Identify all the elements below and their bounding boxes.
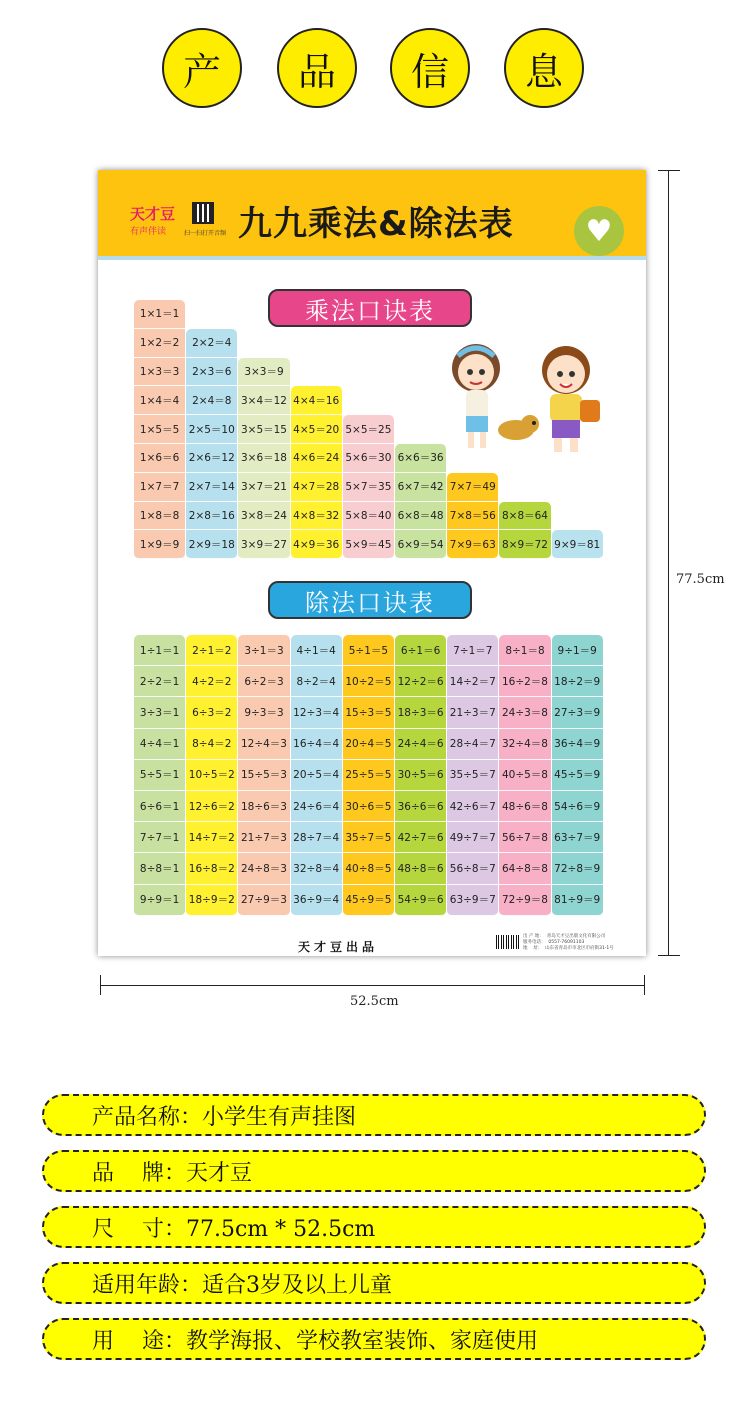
div-cell: 9÷3＝3 xyxy=(238,697,289,728)
div-cell: 72÷9＝8 xyxy=(499,885,550,916)
div-cell: 56÷7＝8 xyxy=(499,822,550,853)
barcode-icon xyxy=(496,935,520,949)
div-cell: 16÷4＝4 xyxy=(291,729,342,760)
multiplication-section-title: 乘法口诀表 xyxy=(268,289,472,327)
height-dimension-cap-bottom xyxy=(658,955,680,956)
info-usage: 用 途：教学海报、学校教室装饰、家庭使用 xyxy=(42,1318,706,1360)
div-cell: 8÷1＝8 xyxy=(499,635,550,666)
div-cell: 48÷8＝6 xyxy=(395,853,446,884)
header-char-2: 品 xyxy=(277,28,357,108)
div-cell: 27÷9＝3 xyxy=(238,885,289,916)
height-dimension-line xyxy=(668,170,669,956)
div-cell: 54÷9＝6 xyxy=(395,885,446,916)
div-cell: 18÷9＝2 xyxy=(186,885,237,916)
mult-cell: 4×8＝32 xyxy=(291,502,342,531)
div-cell: 45÷5＝9 xyxy=(552,760,603,791)
info-brand: 品 牌：天才豆 xyxy=(42,1150,706,1192)
div-cell: 63÷7＝9 xyxy=(552,822,603,853)
div-cell: 6÷6＝1 xyxy=(134,791,185,822)
div-cell: 49÷7＝7 xyxy=(447,822,498,853)
div-cell: 32÷8＝4 xyxy=(291,853,342,884)
kids-illustration xyxy=(436,330,604,460)
div-cell: 24÷3＝8 xyxy=(499,697,550,728)
mult-cell: 1×3＝3 xyxy=(134,358,185,387)
mult-cell: 5×8＝40 xyxy=(343,502,394,531)
mult-cell: 2×3＝6 xyxy=(186,358,237,387)
banner-stripe xyxy=(98,256,646,260)
div-cell: 63÷9＝7 xyxy=(447,885,498,916)
footer-brand: 天才豆出品 xyxy=(298,940,379,954)
width-dimension-label: 52.5cm xyxy=(350,994,399,1009)
mult-cell: 7×7＝49 xyxy=(447,473,498,502)
div-cell: 36÷6＝6 xyxy=(395,791,446,822)
mult-cell: 1×9＝9 xyxy=(134,530,185,559)
div-cell: 10÷2＝5 xyxy=(343,666,394,697)
mult-cell: 2×4＝8 xyxy=(186,386,237,415)
mult-cell: 3×9＝27 xyxy=(238,530,289,559)
mult-cell: 4×7＝28 xyxy=(291,473,342,502)
div-cell: 8÷4＝2 xyxy=(186,729,237,760)
div-cell: 21÷7＝3 xyxy=(238,822,289,853)
mult-cell: 4×5＝20 xyxy=(291,415,342,444)
mult-cell: 4×4＝16 xyxy=(291,386,342,415)
div-cell: 24÷8＝3 xyxy=(238,853,289,884)
div-cell: 36÷4＝9 xyxy=(552,729,603,760)
div-cell: 6÷2＝3 xyxy=(238,666,289,697)
div-cell: 9÷9＝1 xyxy=(134,885,185,916)
div-cell: 24÷6＝4 xyxy=(291,791,342,822)
width-dimension-cap-left xyxy=(100,975,101,995)
mult-cell: 1×2＝2 xyxy=(134,329,185,358)
mult-cell: 4×6＝24 xyxy=(291,444,342,473)
mult-cell: 2×7＝14 xyxy=(186,473,237,502)
mult-cell: 6×8＝48 xyxy=(395,502,446,531)
div-cell: 9÷1＝9 xyxy=(552,635,603,666)
div-cell: 25÷5＝5 xyxy=(343,760,394,791)
mult-cell: 7×9＝63 xyxy=(447,530,498,559)
div-cell: 7÷7＝1 xyxy=(134,822,185,853)
div-cell: 28÷4＝7 xyxy=(447,729,498,760)
poster-title: 九九乘法&除法表 xyxy=(238,204,514,244)
mult-cell: 8×9＝72 xyxy=(499,530,550,559)
footer-publisher-info: 出 产 地： 青岛天才豆出版文化有限公司 服务电话： 0557-76091103 地 址： 山东省青岛市市北区市府街31-1号 xyxy=(523,934,614,951)
mult-cell: 9×9＝81 xyxy=(552,530,603,559)
div-cell: 56÷8＝7 xyxy=(447,853,498,884)
div-cell: 81÷9＝9 xyxy=(552,885,603,916)
div-cell: 45÷9＝5 xyxy=(343,885,394,916)
mult-cell: 1×7＝7 xyxy=(134,473,185,502)
div-cell: 14÷2＝7 xyxy=(447,666,498,697)
div-cell: 2÷1＝2 xyxy=(186,635,237,666)
mult-cell: 3×7＝21 xyxy=(238,473,289,502)
height-dimension-cap-top xyxy=(658,170,680,171)
div-cell: 8÷8＝1 xyxy=(134,853,185,884)
mult-cell: 5×6＝30 xyxy=(343,444,394,473)
div-cell: 16÷2＝8 xyxy=(499,666,550,697)
width-dimension-cap-right xyxy=(644,975,645,995)
mult-cell: 6×9＝54 xyxy=(395,530,446,559)
mult-cell: 6×7＝42 xyxy=(395,473,446,502)
mult-cell: 1×6＝6 xyxy=(134,444,185,473)
div-cell: 36÷9＝4 xyxy=(291,885,342,916)
div-cell: 18÷2＝9 xyxy=(552,666,603,697)
div-cell: 5÷1＝5 xyxy=(343,635,394,666)
mult-cell: 3×8＝24 xyxy=(238,502,289,531)
div-cell: 6÷1＝6 xyxy=(395,635,446,666)
div-cell: 18÷6＝3 xyxy=(238,791,289,822)
div-cell: 12÷2＝6 xyxy=(395,666,446,697)
div-cell: 4÷4＝1 xyxy=(134,729,185,760)
div-cell: 10÷5＝2 xyxy=(186,760,237,791)
info-size: 尺 寸：77.5cm * 52.5cm xyxy=(42,1206,706,1248)
div-cell: 40÷8＝5 xyxy=(343,853,394,884)
div-cell: 21÷3＝7 xyxy=(447,697,498,728)
div-cell: 40÷5＝8 xyxy=(499,760,550,791)
div-cell: 42÷6＝7 xyxy=(447,791,498,822)
mult-cell: 2×5＝10 xyxy=(186,415,237,444)
mult-cell: 2×9＝18 xyxy=(186,530,237,559)
div-cell: 54÷6＝9 xyxy=(552,791,603,822)
div-cell: 30÷6＝5 xyxy=(343,791,394,822)
mult-cell: 1×8＝8 xyxy=(134,502,185,531)
brand-subtitle: 有声伴读 xyxy=(130,227,167,237)
mult-cell: 3×4＝12 xyxy=(238,386,289,415)
mult-cell: 2×2＝4 xyxy=(186,329,237,358)
div-cell: 18÷3＝6 xyxy=(395,697,446,728)
mult-cell: 1×1＝1 xyxy=(134,300,185,329)
div-cell: 4÷2＝2 xyxy=(186,666,237,697)
div-cell: 64÷8＝8 xyxy=(499,853,550,884)
product-poster xyxy=(98,170,646,956)
brand-logo: 天才豆 xyxy=(130,205,176,223)
qr-caption: 扫一扫打开音频 xyxy=(184,230,227,237)
info-age: 适用年龄：适合3岁及以上儿童 xyxy=(42,1262,706,1304)
div-cell: 16÷8＝2 xyxy=(186,853,237,884)
div-cell: 30÷5＝6 xyxy=(395,760,446,791)
mult-cell: 8×8＝64 xyxy=(499,502,550,531)
div-cell: 6÷3＝2 xyxy=(186,697,237,728)
div-cell: 7÷1＝7 xyxy=(447,635,498,666)
header-char-3: 信 xyxy=(390,28,470,108)
div-cell: 12÷3＝4 xyxy=(291,697,342,728)
width-dimension-line xyxy=(100,985,645,986)
mult-cell: 5×7＝35 xyxy=(343,473,394,502)
div-cell: 42÷7＝6 xyxy=(395,822,446,853)
div-cell: 14÷7＝2 xyxy=(186,822,237,853)
div-cell: 5÷5＝1 xyxy=(134,760,185,791)
mult-cell: 3×6＝18 xyxy=(238,444,289,473)
div-cell: 27÷3＝9 xyxy=(552,697,603,728)
div-cell: 32÷4＝8 xyxy=(499,729,550,760)
mult-cell: 5×5＝25 xyxy=(343,415,394,444)
div-cell: 15÷5＝3 xyxy=(238,760,289,791)
qr-code-icon xyxy=(192,202,214,224)
mult-cell: 3×3＝9 xyxy=(238,358,289,387)
mult-cell: 1×4＝4 xyxy=(134,386,185,415)
info-product-name: 产品名称：小学生有声挂图 xyxy=(42,1094,706,1136)
div-cell: 20÷5＝4 xyxy=(291,760,342,791)
mult-cell: 2×8＝16 xyxy=(186,502,237,531)
mult-cell: 7×8＝56 xyxy=(447,502,498,531)
mult-cell: 1×5＝5 xyxy=(134,415,185,444)
div-cell: 4÷1＝4 xyxy=(291,635,342,666)
heart-icon: ♥ xyxy=(574,206,624,256)
mult-cell: 4×9＝36 xyxy=(291,530,342,559)
division-section-title: 除法口诀表 xyxy=(268,581,472,619)
div-cell: 12÷6＝2 xyxy=(186,791,237,822)
mult-cell: 6×6＝36 xyxy=(395,444,446,473)
header-char-1: 产 xyxy=(162,28,242,108)
div-cell: 24÷4＝6 xyxy=(395,729,446,760)
div-cell: 35÷5＝7 xyxy=(447,760,498,791)
div-cell: 15÷3＝5 xyxy=(343,697,394,728)
div-cell: 3÷1＝3 xyxy=(238,635,289,666)
div-cell: 1÷1＝1 xyxy=(134,635,185,666)
div-cell: 48÷6＝8 xyxy=(499,791,550,822)
div-cell: 72÷8＝9 xyxy=(552,853,603,884)
mult-cell: 3×5＝15 xyxy=(238,415,289,444)
height-dimension-label: 77.5cm xyxy=(676,572,725,587)
mult-cell: 2×6＝12 xyxy=(186,444,237,473)
div-cell: 3÷3＝1 xyxy=(134,697,185,728)
div-cell: 12÷4＝3 xyxy=(238,729,289,760)
div-cell: 28÷7＝4 xyxy=(291,822,342,853)
mult-cell: 5×9＝45 xyxy=(343,530,394,559)
div-cell: 2÷2＝1 xyxy=(134,666,185,697)
div-cell: 8÷2＝4 xyxy=(291,666,342,697)
header-char-4: 息 xyxy=(504,28,584,108)
div-cell: 35÷7＝5 xyxy=(343,822,394,853)
div-cell: 20÷4＝5 xyxy=(343,729,394,760)
